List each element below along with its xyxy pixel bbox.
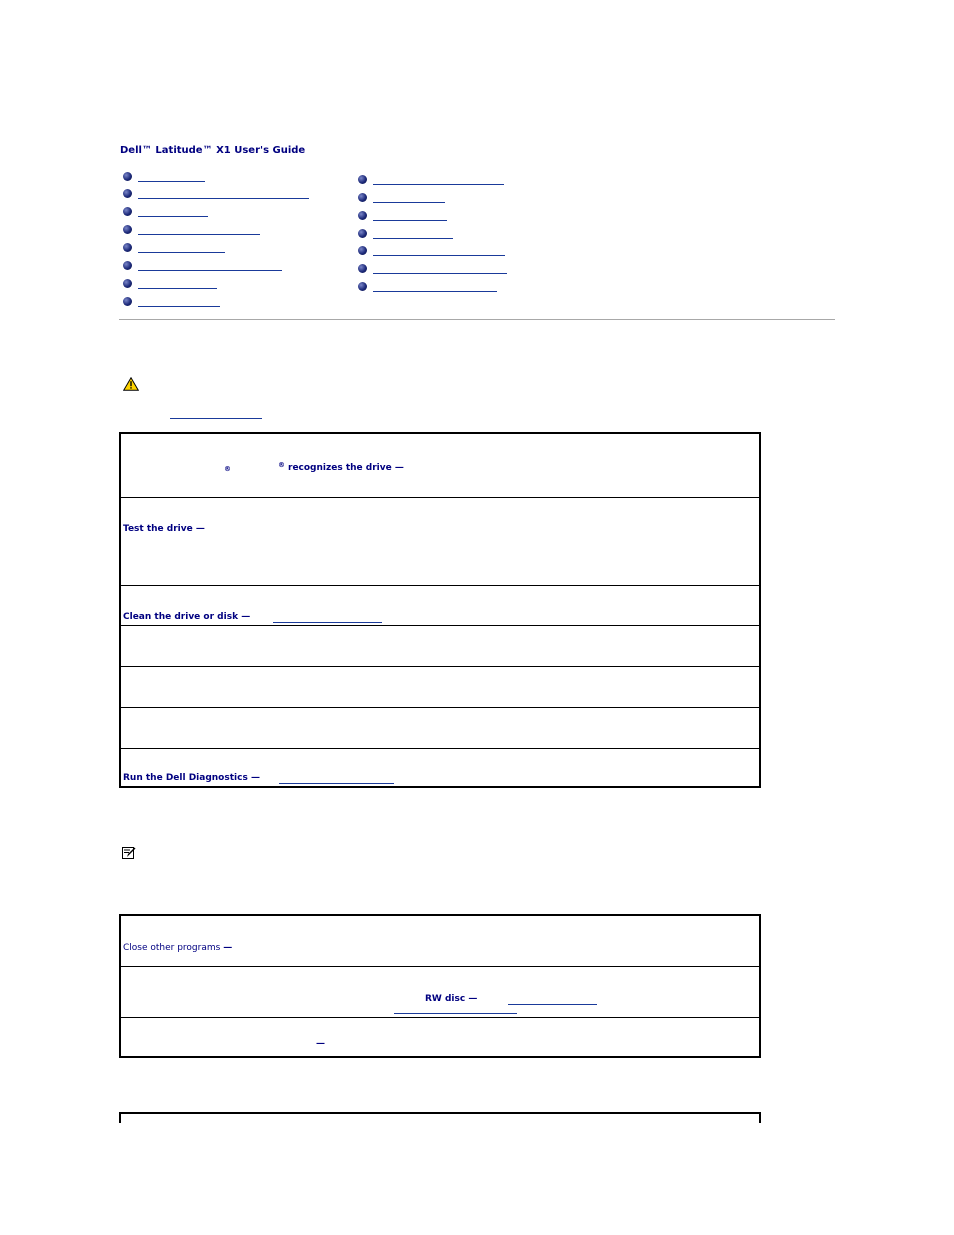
row-heading-text: Test the drive xyxy=(123,524,193,534)
bullet-icon xyxy=(358,175,367,184)
nav-link[interactable] xyxy=(138,207,208,217)
bullet-icon xyxy=(123,225,132,234)
section-divider xyxy=(119,319,835,320)
table-row xyxy=(121,708,759,749)
row-heading xyxy=(123,943,232,953)
em-dash: — xyxy=(241,612,251,622)
table-row xyxy=(121,586,759,626)
em-dash-text: — xyxy=(316,1039,325,1049)
table-row xyxy=(121,498,759,586)
row-heading xyxy=(123,773,260,783)
row-heading-text: recognizes the drive xyxy=(288,463,392,473)
row-heading xyxy=(288,463,404,473)
em-dash: — xyxy=(195,524,205,534)
bullet-icon xyxy=(123,243,132,252)
nav-link[interactable] xyxy=(373,282,497,292)
em-dash: — xyxy=(468,994,478,1004)
nav-link[interactable] xyxy=(373,193,445,203)
em-dash: — xyxy=(223,943,233,953)
nav-link[interactable] xyxy=(138,261,282,271)
registered-mark: ® xyxy=(278,461,285,469)
bullet-icon xyxy=(123,279,132,288)
row-heading-text: Clean the drive or disk xyxy=(123,612,239,622)
em-dash xyxy=(316,1039,325,1049)
nav-link[interactable] xyxy=(373,211,447,221)
row-heading xyxy=(123,524,205,534)
registered-mark: ® xyxy=(224,465,231,473)
bullet-icon xyxy=(358,282,367,291)
table-row xyxy=(121,434,759,498)
nav-link[interactable] xyxy=(138,279,217,289)
bullet-icon xyxy=(358,264,367,273)
rw-link-2[interactable] xyxy=(394,1005,517,1014)
bullet-icon xyxy=(123,261,132,270)
bullet-icon xyxy=(123,172,132,181)
nav-link[interactable] xyxy=(373,246,505,256)
row-heading xyxy=(425,994,477,1004)
bullet-icon xyxy=(358,211,367,220)
table-row xyxy=(121,916,759,967)
caution-icon xyxy=(123,377,139,391)
table-row xyxy=(121,667,759,708)
troubleshooting-table-3 xyxy=(119,1112,761,1123)
table-row xyxy=(121,749,759,787)
em-dash: — xyxy=(394,463,404,473)
table-row xyxy=(121,967,759,1018)
bullet-icon xyxy=(358,193,367,202)
nav-link[interactable] xyxy=(373,264,507,274)
row-heading-text: Close other programs xyxy=(123,943,221,953)
table-row xyxy=(121,1018,759,1056)
cleaning-link[interactable] xyxy=(273,614,382,623)
nav-link[interactable] xyxy=(138,172,205,182)
nav-link[interactable] xyxy=(138,297,220,307)
em-dash: — xyxy=(250,773,260,783)
bullet-icon xyxy=(358,229,367,238)
table-row xyxy=(121,626,759,667)
row-heading-text: Run the Dell Diagnostics xyxy=(123,773,248,783)
note-icon xyxy=(122,846,136,860)
nav-link[interactable] xyxy=(373,229,453,239)
nav-link[interactable] xyxy=(373,175,504,185)
troubleshooting-table-2 xyxy=(119,914,761,1058)
bullet-icon xyxy=(123,297,132,306)
bullet-icon xyxy=(123,189,132,198)
diagnostics-link[interactable] xyxy=(279,775,394,784)
bullet-icon xyxy=(358,246,367,255)
nav-link[interactable] xyxy=(138,243,225,253)
rw-link[interactable] xyxy=(508,996,597,1005)
caution-link[interactable] xyxy=(170,410,262,419)
nav-link[interactable] xyxy=(138,189,309,199)
bullet-icon xyxy=(123,207,132,216)
row-heading xyxy=(123,612,250,622)
guide-title: Dell™ Latitude™ X1 User's Guide xyxy=(120,145,306,156)
row-heading-text: RW disc xyxy=(425,994,466,1004)
troubleshooting-table-1 xyxy=(119,432,761,788)
nav-link[interactable] xyxy=(138,225,260,235)
